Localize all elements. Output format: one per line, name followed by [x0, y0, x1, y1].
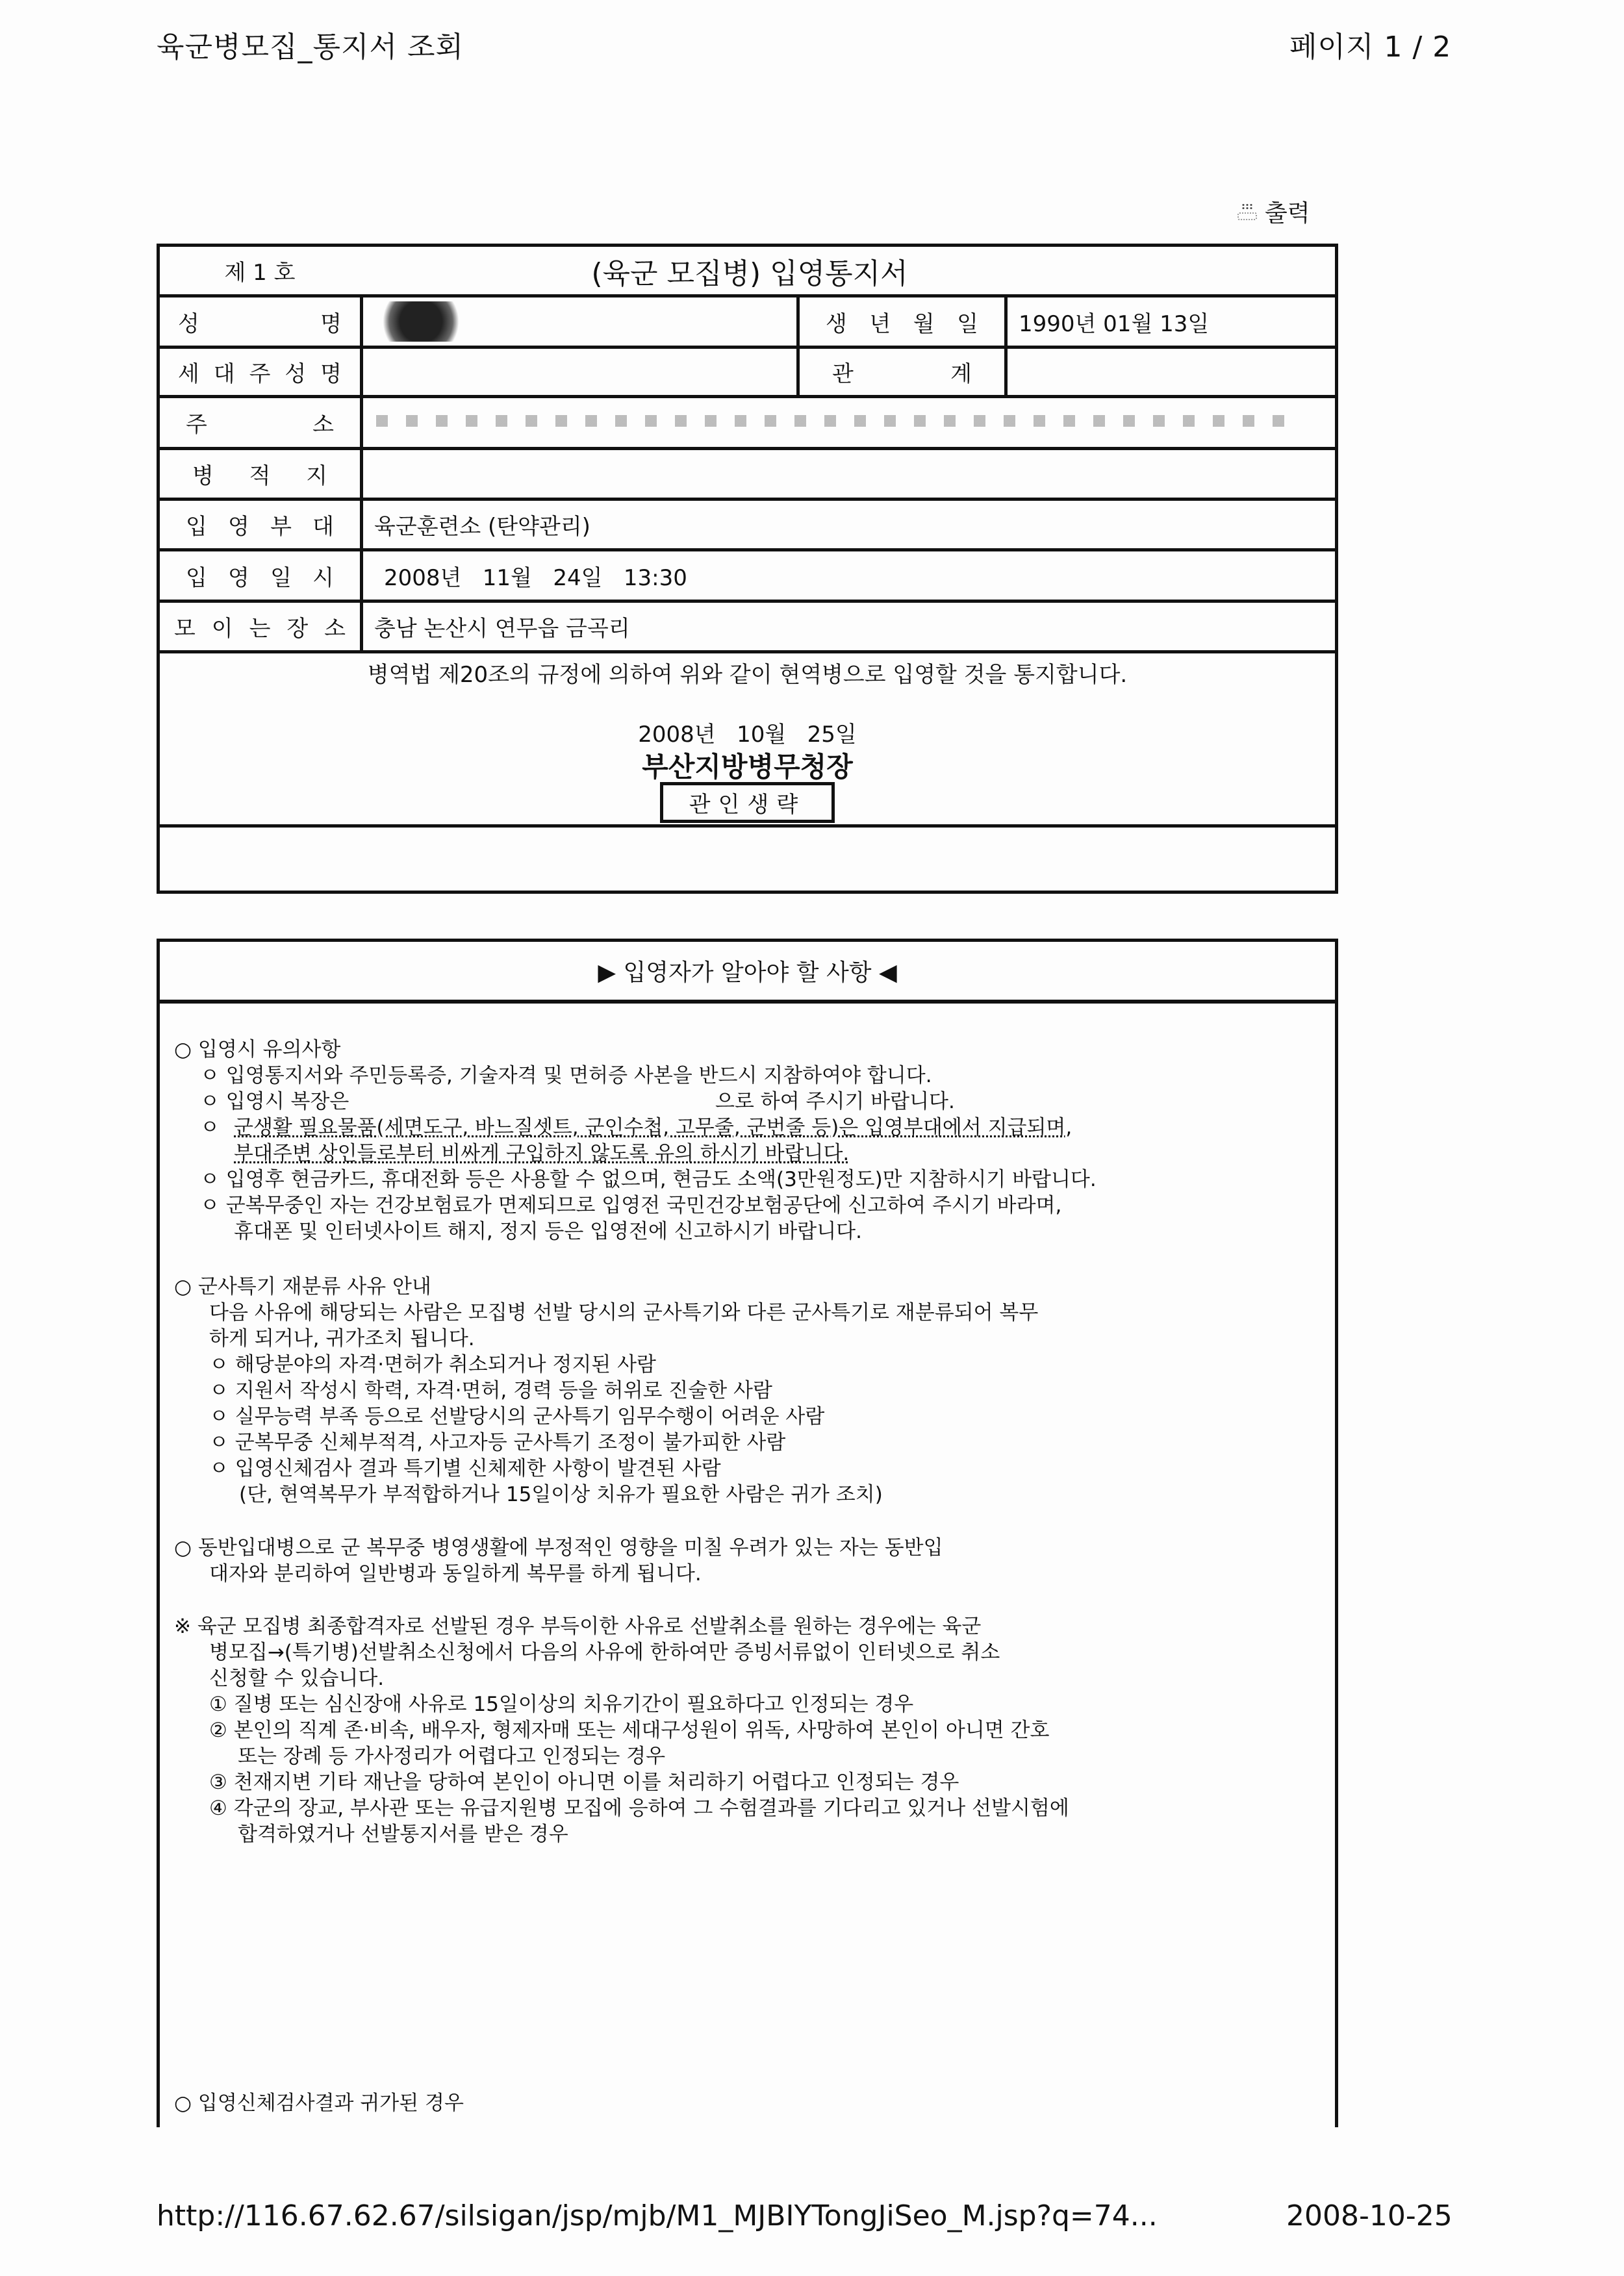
list-item-continuation: 으로 하여 주시기 바랍니다.	[715, 1090, 955, 1113]
section-heading: ○ 입영신체검사결과 귀가된 경우	[174, 2092, 464, 2115]
list-item: ㅇ 군복무중인 자는 건강보험료가 면제되므로 입영전 국민건강보험공단에 신고하여 주시기 바라며,	[200, 1194, 1062, 1217]
enlistee-info-box	[157, 939, 1338, 2127]
numbered-item: ② 본인의 직계 존·비속, 배우자, 형제자매 또는 세대구성원이 위독, 사망하여 본인이 아니면 간호	[209, 1719, 1050, 1742]
place-label: 모 이 는 장 소	[174, 616, 346, 642]
note-heading: ※ 육군 모집병 최종합격자로 선발된 경우 부득이한 사유로 선발취소를 원하는 경우에는 육군	[174, 1615, 982, 1638]
section-heading: ○ 입영시 유의사항	[174, 1038, 341, 1061]
address-value	[363, 398, 1331, 447]
list-item-continuation: 부대주변 상인들로부터 비싸게 구입하지 않도록 유의 하시기 바랍니다.	[234, 1142, 850, 1165]
list-item: ㅇ 입영신체검사 결과 특기별 신체제한 사항이 발견된 사람	[209, 1457, 721, 1480]
seal-omitted-box	[160, 783, 1335, 821]
numbered-item: ③ 천재지변 기타 재난을 당하여 본인이 아니면 이를 처리하기 어렵다고 인정되는 경우	[209, 1771, 959, 1794]
legal-statement: 병역법 제20조의 규정에 의하여 위와 같이 현역병으로 입영할 것을 통지합니다.	[367, 661, 1128, 688]
list-item: ㅇ 해당분야의 자격·면허가 취소되거나 정지된 사람	[209, 1353, 656, 1376]
notice-title: (육군 모집병) 입영통지서	[591, 257, 908, 290]
numbered-item: ④ 각군의 장교, 부사관 또는 유급지원병 모집에 응하여 그 수험결과를 기다리고 있거나 선발시험에	[209, 1797, 1069, 1820]
unit-label: 입 영 부 대	[186, 514, 334, 540]
domicile-label: 병 적 지	[192, 463, 327, 489]
paragraph: 신청할 수 있습니다.	[209, 1667, 385, 1690]
list-item: 군생활 필요물품(세면도구, 바느질셋트, 군인수첩, 고무줄, 군번줄 등)은 입영부대에서 지급되며,	[234, 1116, 1072, 1139]
page-title: 육군병모집_통지서 조회	[157, 31, 464, 64]
page-indicator: 페이지 1 / 2	[1289, 31, 1452, 64]
list-item: ㅇ 지원서 작성시 학력, 자격·면허, 경력 등을 허위로 진술한 사람	[209, 1379, 772, 1402]
list-item-bullet: ㅇ	[200, 1116, 220, 1139]
footer-date: 2008-10-25	[1286, 2199, 1453, 2232]
numbered-item: ① 질병 또는 심신장애 사유로 15일이상의 치유기간이 필요하다고 인정되는 경우	[209, 1693, 914, 1716]
householder-value	[363, 349, 796, 395]
issuer: 부산지방병무청장	[642, 751, 853, 783]
list-item: ㅇ 군복무중 신체부적격, 사고자등 군사특기 조정이 불가피한 사람	[209, 1431, 786, 1454]
printer-icon	[1237, 202, 1257, 221]
unit-value: 육군훈련소 (탄약관리)	[374, 514, 590, 540]
numbered-item-continuation: 합격하였거나 선발통지서를 받은 경우	[238, 1823, 568, 1846]
info-heading: ▶ 입영자가 알아야 할 사항 ◀	[160, 942, 1335, 1004]
numbered-item-continuation: 또는 장례 등 가사정리가 어렵다고 인정되는 경우	[238, 1745, 666, 1768]
name-label: 성 명	[178, 310, 342, 337]
paragraph: 대자와 분리하여 일반병과 동일하게 복무를 하게 됩니다.	[209, 1562, 702, 1586]
paragraph: 다음 사유에 해당되는 사람은 모집병 선발 당시의 군사특기와 다른 군사특기로 재분류되어 복무	[209, 1301, 1039, 1324]
list-item: ㅇ 입영통지서와 주민등록증, 기술자격 및 면허증 사본을 반드시 지참하여야 합니다.	[200, 1064, 932, 1087]
paragraph: 병모집→(특기병)선발취소신청에서 다음의 사유에 한하여만 증빙서류없이 인터넷으로 취소	[209, 1641, 1000, 1664]
list-item-continuation: 휴대폰 및 인터넷사이트 해지, 정지 등은 입영전에 신고하시기 바랍니다.	[234, 1220, 862, 1243]
enlistment-notice-table	[157, 244, 1338, 894]
relation-label: 관 계	[832, 361, 972, 387]
section-heading: ○ 군사특기 재분류 사유 안내	[174, 1275, 431, 1298]
redaction-mark	[376, 415, 1299, 427]
relation-value	[1019, 349, 1330, 395]
paragraph: 하게 되거나, 귀가조치 됩니다.	[209, 1327, 475, 1350]
print-label: 출력	[1265, 200, 1310, 227]
birth-label: 생 년 월 일	[826, 310, 978, 337]
householder-label: 세 대 주 성 명	[178, 361, 342, 387]
issue-date: 2008년 10월 25일	[638, 721, 857, 748]
list-item: ㅇ 입영후 현금카드, 휴대전화 등은 사용할 수 없으며, 현금도 소액(3만원정도)만 지참하시기 바랍니다.	[200, 1168, 1097, 1191]
list-item: ㅇ 입영시 복장은	[200, 1090, 349, 1113]
place-value: 충남 논산시 연무읍 금곡리	[374, 616, 630, 642]
list-item: ㅇ 실무능력 부족 등으로 선발당시의 군사특기 임무수행이 어려운 사람	[209, 1405, 825, 1428]
section-heading: ○ 동반입대병으로 군 복무중 병영생활에 부정적인 영향을 미칠 우려가 있는 자는 동반입	[174, 1536, 943, 1560]
name-value	[363, 297, 796, 346]
footer-url[interactable]: http://116.67.62.67/silsigan/jsp/mjb/M1_MJBIYTongJiSeo_M.jsp?q=74...	[157, 2199, 1158, 2232]
birth-value: 1990년 01월 13일	[1019, 310, 1210, 337]
seal-omitted-label: 관인생략	[660, 782, 835, 823]
datetime-value: 2008년 11월 24일 13:30	[384, 564, 687, 591]
datetime-label: 입 영 일 시	[186, 564, 334, 591]
form-number: 제 1 호	[224, 260, 296, 286]
domicile-value	[363, 450, 1331, 498]
address-label: 주 소	[186, 412, 334, 438]
redaction-mark	[372, 301, 470, 342]
print-button[interactable]	[1237, 195, 1310, 228]
list-item-continuation: (단, 현역복무가 부적합하거나 15일이상 치유가 필요한 사람은 귀가 조치)	[239, 1483, 883, 1506]
